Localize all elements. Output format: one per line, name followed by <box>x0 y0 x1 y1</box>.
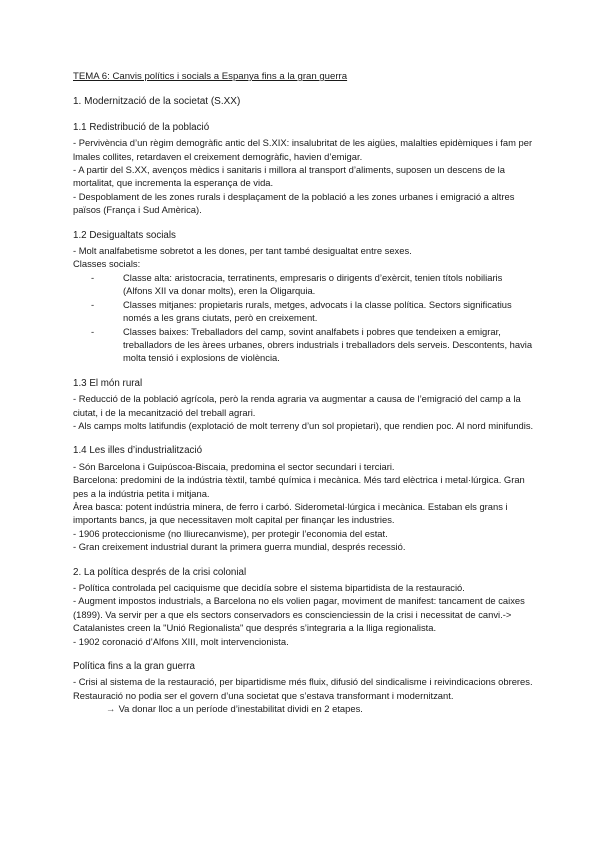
section-1-3-heading: 1.3 El món rural <box>73 377 143 389</box>
paragraph: - Són Barcelona i Guipúscoa-Biscaia, predomina el sector secundari i terciari. <box>73 460 395 472</box>
paragraph: - 1902 coronació d’Alfons XIII, molt intervencionista. <box>73 635 289 647</box>
section-2-heading: 2. La política després de la crisi colonial <box>73 566 247 578</box>
section-1-1-heading: 1.1 Redistribució de la població <box>73 121 210 133</box>
paragraph: - Crisi al sistema de la restauració, per bipartidisme més fluix, difusió del sindicalisme i reivindicacions obreres. Restauració no podia ser el govern d’una societat que s’estava transformant i modernitzant. <box>73 676 533 701</box>
arrow-text: Va donar lloc a un període d’inestabilitat dividi en 2 etapes. <box>118 703 363 715</box>
classes-label: Classes socials: <box>73 258 141 270</box>
list-item: - Classe alta: aristocracia, terratinents, empresaris o dirigents d’exèrcit, tenien títols nobiliaris (Alfons XII va donar molts), eren la Oligarquia. <box>89 271 534 298</box>
paragraph: Barcelona: predomini de la indústria tèxtil, també química i mecànica. Més tard elèctrica i metal·lúrgica. Gran pes a la indústria petita i mitjana. <box>73 474 525 499</box>
paragraph: - Despoblament de les zones rurals i desplaçament de la població a les zones urbanes i emigració a altres països (França i Sud Amèrica). <box>73 190 515 216</box>
paragraph: - 1906 proteccionisme (no lliurecanvisme), per protegir l’economia del estat. <box>73 527 388 539</box>
paragraph: Àrea basca: potent indústria minera, de ferro i carbó. Siderometal·lúrgica i mecànica. Estaban els grans i importants bancs, ja que necessitaven molt capital per finançar les industries. <box>73 500 508 526</box>
list-item: - Classes mitjanes: propietaris rurals, metges, advocats i la classe política. Sectors significatius només a les grans ciutats, però en creixement. <box>89 298 534 325</box>
section-3-heading: Política fins a la gran guerra <box>73 661 195 673</box>
paragraph: - Pervivència d’un règim demogràfic antic del S.XIX: insalubritat de les aigües, malalties epidèmiques i fam per lmales collites, retardaven el creixement demogràfic, havien d’emigar. <box>73 137 533 162</box>
paragraph: - Als camps molts latifundis (explotació de molt terreny d’un sol propietari), que rendien poc. Al nord minifundis. <box>73 419 534 431</box>
section-1-4-heading: 1.4 Les illes d’industrialització <box>73 445 203 457</box>
paragraph: - Augment impostos industrials, a Barcelona no els volien pagar, moviment de manifest: tancament de caixes (1899). Va servir per a que els sectors conservadors es conscienciessin de la crisi i necessitat de canvi.-> Catalanistes creen la "Unió Regionalista" que després s’integraria a la lliga regionalista. <box>73 595 525 634</box>
paragraph: - Política controlada pel caciquisme que decidía sobre el sistema bipartidista de la restauració. <box>73 582 465 593</box>
list-item: - Classes baixes: Treballadors del camp, sovint analfabets i pobres que tendeixen a emigrar, treballadors de les àrees urbanes, obrers industrials i treballadors dels serveis. Descontents, havia molta tensió i explosions de violència. <box>89 325 534 365</box>
document-title: TEMA 6: Canvis polítics i socials a Espanya fins a la gran guerra <box>73 71 348 82</box>
paragraph: - Gran creixement industrial durant la primera guerra mundial, després recessió. <box>73 541 406 553</box>
section-1-heading: 1. Modernització de la societat (S.XX) <box>73 96 241 108</box>
arrow-icon: → <box>106 703 116 715</box>
arrow-line <box>73 702 534 715</box>
social-classes-list <box>73 271 534 365</box>
paragraph: - Molt analfabetisme sobretot a les dones, per tant també desigualtat entre sexes. <box>73 245 412 257</box>
paragraph: - A partir del S.XX, avenços mèdics i sanitaris i millora al transport d’aliments, suposen un descens de la mortalitat, que incrementa la esperança de vida. <box>73 164 505 189</box>
paragraph: - Reducció de la població agrícola, però la renda agraria va augmentar a causa de l’emigració del camp a la ciutat, i de la mecanització del treball agrari. <box>73 393 521 418</box>
section-1-2-heading: 1.2 Desigualtats socials <box>73 229 176 241</box>
